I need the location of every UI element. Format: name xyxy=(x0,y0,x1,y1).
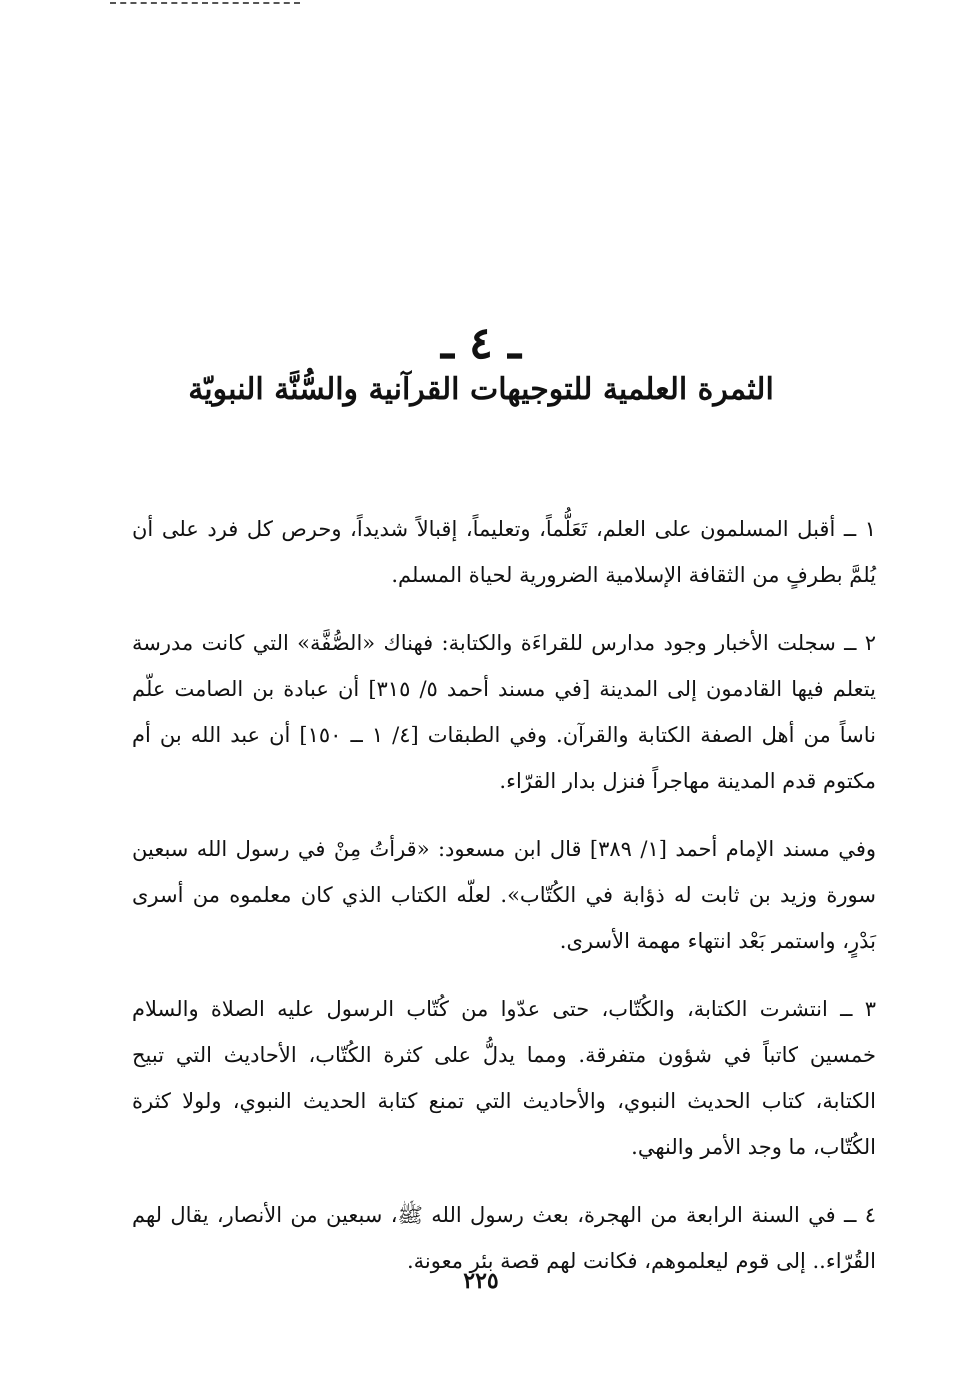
paragraph-3: وفي مسند الإمام أحمد [١/ ٣٨٩] قال ابن مسعود: «قرأتُ مِنْ في رسول الله سبعين سورة وزيد بن ثابت له ذؤابة في الكُتّاب». لعلّه الكتاب الذي كان معلموه من أسرى بَدْرٍ، واستمر بَعْد انتهاء مهمة الأسرى. xyxy=(132,837,876,953)
top-dashed-rule xyxy=(110,2,300,4)
page-number: ٢٢٥ xyxy=(463,1268,499,1294)
chapter-title: الثمرة العلمية للتوجيهات القرآنية والسُّنَّة النبويّة xyxy=(188,372,774,407)
paragraph-1: ١ ــ أقبل المسلمون على العلم، تَعَلُّماً، وتعليماً، إقبالاً شديداً، وحرص كل فرد على أن يُلمَّ بطرفٍ من الثقافة الإسلامية الضرورية لحياة المسلم. xyxy=(132,517,876,587)
body-text xyxy=(132,506,876,1306)
chapter-number: ـ ٤ ـ xyxy=(440,318,522,369)
paragraph-5: ٤ ــ في السنة الرابعة من الهجرة، بعث رسول الله ﷺ، سبعين من الأنصار، يقال لهم القُرّاء.. إلى قوم ليعلموهم، فكانت لهم قصة بئر معونة. xyxy=(132,1203,876,1273)
paragraph-2: ٢ ــ سجلت الأخبار وجود مدارس للقراءَة والكتابة: فهناك «الصُّفَّة» التي كانت مدرسة يتعلم فيها القادمون إلى المدينة [في مسند أحمد ٥/ ٣١٥] أن عبادة بن الصامت علّم ناساً من أهل الصفة الكتابة والقرآن. وفي الطبقات [٤/ ١ ــ ١٥٠] أن عبد الله بن أم مكتوم قدم المدينة مهاجراً فنزل بدار القرّاء. xyxy=(132,631,876,793)
paragraph-4: ٣ ــ انتشرت الكتابة، والكُتّاب، حتى عدّوا من كُتّاب الرسول عليه الصلاة والسلام خمسين كاتباً في شؤون متفرقة. ومما يدلُّ على كثرة الكُتّاب، الأحاديث التي تبيح الكتابة، كتاب الحديث النبوي، والأحاديث التي تمنع كتابة الحديث النبوي، ولولا كثرة الكُتّاب، ما وجد الأمر والنهي. xyxy=(132,997,876,1159)
